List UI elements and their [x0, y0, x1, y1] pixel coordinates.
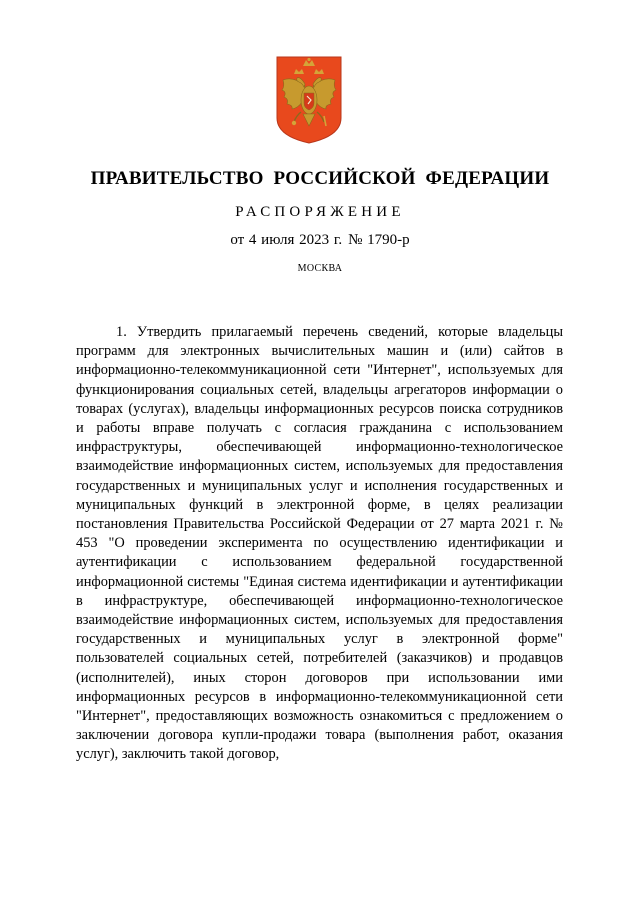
document-date-line [0, 232, 640, 249]
document-city: МОСКВА [297, 263, 343, 274]
central-shield [304, 93, 314, 110]
document-date: от 4 июля 2023 г. [230, 232, 343, 248]
coat-of-arms-icon [276, 56, 342, 144]
government-title: ПРАВИТЕЛЬСТВО РОССИЙСКОЙ ФЕДЕРАЦИИ [90, 168, 550, 189]
document-type: РАСПОРЯЖЕНИЕ [235, 204, 405, 220]
body-paragraph: 1. Утвердить прилагаемый перечень сведений, которые владельцы программ для электронных вычислительных машин и (или) сайтов в информационно-телекоммуникационной сети "Интернет", используемых для функционирования социальных сетей, владельцы агрегаторов информации о товарах (услугах), владельцы информационных ресурсов поиска сотрудников и работы вправе получать с согласия гражданина с использованием инфраструктуры, обеспечивающей информационно-технологическое взаимодействие информационных систем, используемых для предоставления государственных и муниципальных услуг и исполнения государственных и муниципальных функций в электронной форме, в целях реализации постановления Правительства Российской Федерации от 27 марта 2021 г. № 453 "О проведении эксперимента по осуществлению идентификации и аутентификации с использованием федеральной государственной информационной системы "Единая система идентификации и аутентификации в инфраструктуре, обеспечивающей информационно-технологическое взаимодействие информационных систем, используемых для предоставления государственных и муниципальных услуг в электронной форме" пользователей социальных сетей, потребителей (заказчиков) и продавцов (исполнителей), иных сторон договоров при использовании ими информационных ресурсов в информационно-телекоммуникационной сети "Интернет", предоставляющих возможность ознакомиться с предложением о заключении договора купли-продажи товара (выполнения работ, оказания услуг), заключить такой договор, [76, 324, 563, 763]
document-number: № 1790-р [348, 232, 410, 248]
